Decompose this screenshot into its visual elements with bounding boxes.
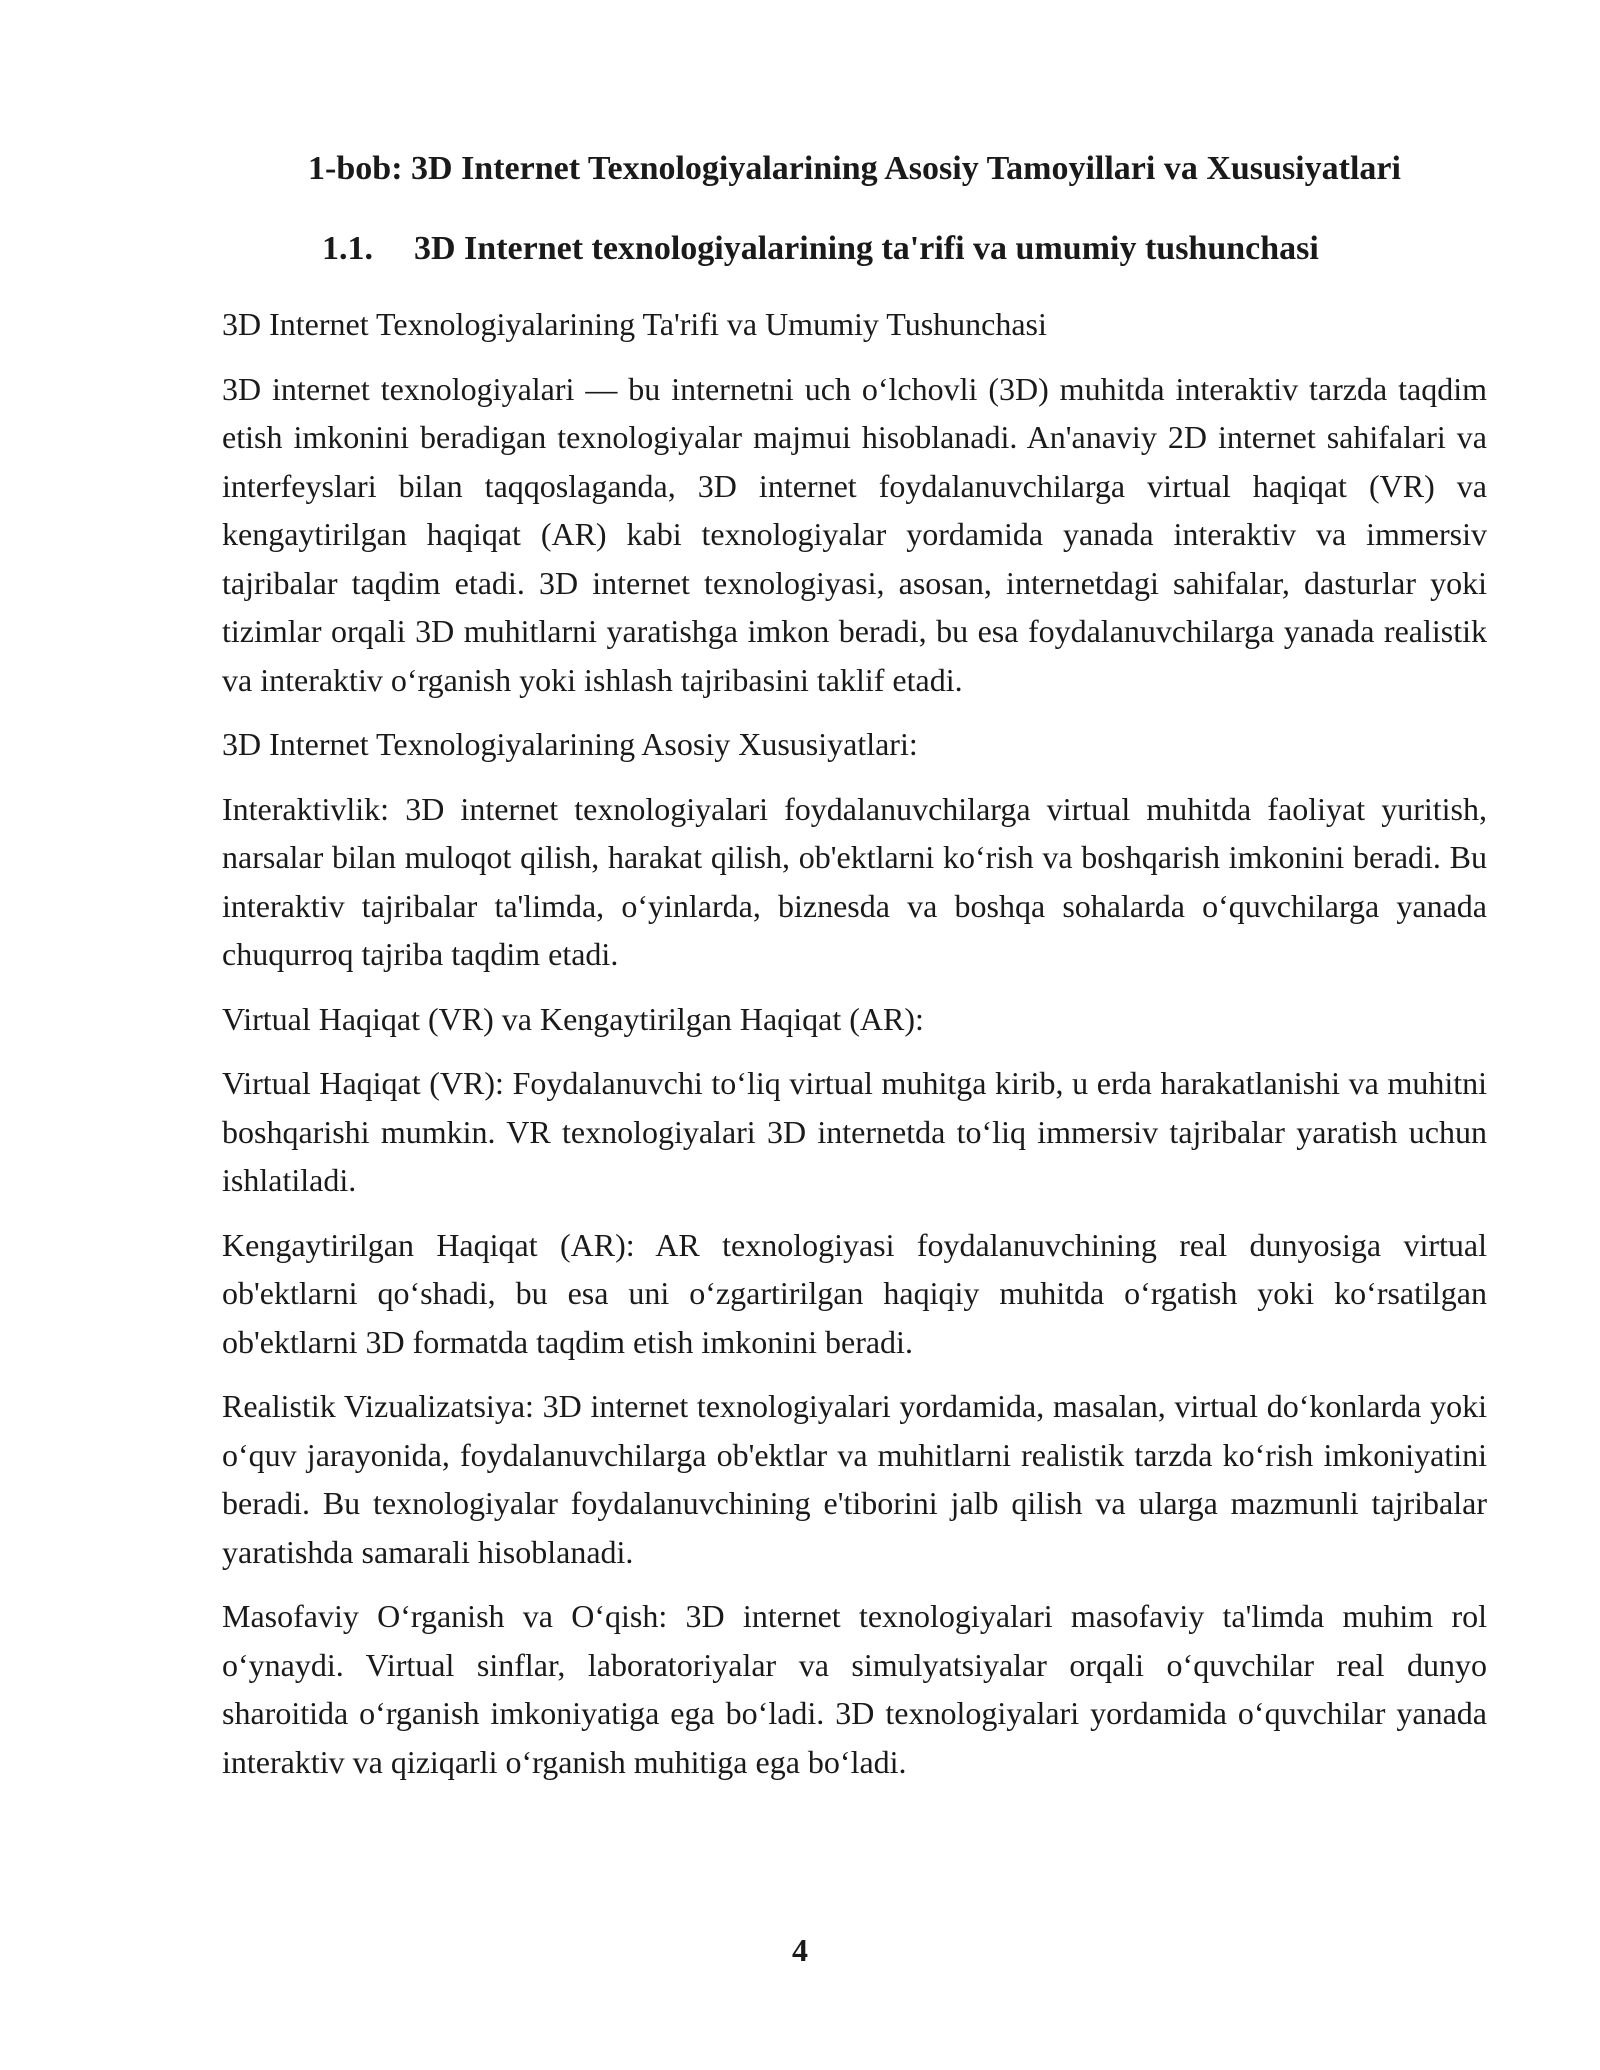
section-number: 1.1. xyxy=(322,230,373,267)
section-title: 3D Internet texnologiyalarining ta'rifi va umumiy tushunchasi xyxy=(414,230,1319,267)
paragraph-vr: Virtual Haqiqat (VR): Foydalanuvchi to‘liq virtual muhitga kirib, u erda harakatlanishi va muhitni boshqarishi mumkin. VR texnologiyalari 3D internetda to‘liq immersiv tajribalar yaratish uchun ishlatiladi. xyxy=(222,1065,1487,1198)
paragraph-ar: Kengaytirilgan Haqiqat (AR): AR texnologiyasi foydalanuvchining real dunyosiga virtual ob'ektlarni qo‘shadi, bu esa uni o‘zgartirilgan haqiqiy muhitda o‘rgatish yoki ko‘rsatilgan ob'ektlarni 3D formatda taqdim etish imkonini beradi. xyxy=(222,1226,1487,1360)
paragraph-subheading-vr-ar: Virtual Haqiqat (VR) va Kengaytirilgan Haqiqat (AR): xyxy=(222,1000,924,1037)
body-text xyxy=(222,300,1487,1802)
paragraph-remote-learning: Masofaviy O‘rganish va O‘qish: 3D internet texnologiyalari masofaviy ta'limda muhim rol o‘ynaydi. Virtual sinflar, laboratoriyalar va simulyatsiyalar orqali o‘quvchilar real dunyo sharoitida o‘rganish imkoniyatiga ega bo‘ladi. 3D texnologiyalari yordamida o‘quvchilar yanada interaktiv va qiziqarli o‘rganish muhitiga ega bo‘ladi. xyxy=(222,1598,1487,1780)
page-number: 4 xyxy=(792,1932,808,1968)
chapter-title: 1-bob: 3D Internet Texnologiyalarining Asosiy Tamoyillari va Xususiyatlari xyxy=(308,150,1401,187)
section-heading xyxy=(322,225,1319,273)
paragraph-definition: 3D internet texnologiyalari — bu internetni uch o‘lchovli (3D) muhitda interaktiv tarzda taqdim etish imkonini beradigan texnologiyalar majmui hisoblanadi. An'anaviy 2D internet sahifalari va interfeyslari bilan taqqoslaganda, 3D internet foydalanuvchilarga virtual haqiqat (VR) va kengaytirilgan haqiqat (AR) kabi texnologiyalar yordamida yanada interaktiv va immersiv tajribalar taqdim etadi. 3D internet texnologiyasi, asosan, internetdagi sahifalar, dasturlar yoki tizimlar orqali 3D muhitlarni yaratishga imkon beradi, bu esa foydalanuvchilarga yanada realistik va interaktiv o‘rganish yoki ishlash tajribasini taklif etadi. xyxy=(222,370,1487,698)
paragraph-subheading-definition: 3D Internet Texnologiyalarining Ta'rifi va Umumiy Tushunchasi xyxy=(222,306,1047,342)
paragraph-interactivity: Interaktivlik: 3D internet texnologiyalari foydalanuvchilarga virtual muhitda faoliyat yuritish, narsalar bilan muloqot qilish, harakat qilish, ob'ektlarni ko‘rish va boshqarish imkonini beradi. Bu interaktiv tajribalar ta'limda, o‘yinlarda, biznesda va boshqa sohalarda o‘quvchilarga yanada chuqurroq tajriba taqdim etadi. xyxy=(222,790,1487,972)
paragraph-visualization: Realistik Vizualizatsiya: 3D internet texnologiyalari yordamida, masalan, virtual do‘konlarda yoki o‘quv jarayonida, foydalanuvchilarga ob'ektlar va muhitlarni realistik tarzda ko‘rish imkoniyatini beradi. Bu texnologiyalar foydalanuvchining e'tiborini jalb qilish va ularga mazmunli tajribalar yaratishda samarali hisoblanadi. xyxy=(222,1388,1487,1570)
paragraph-subheading-features: 3D Internet Texnologiyalarining Asosiy Xususiyatlari: xyxy=(222,726,918,762)
